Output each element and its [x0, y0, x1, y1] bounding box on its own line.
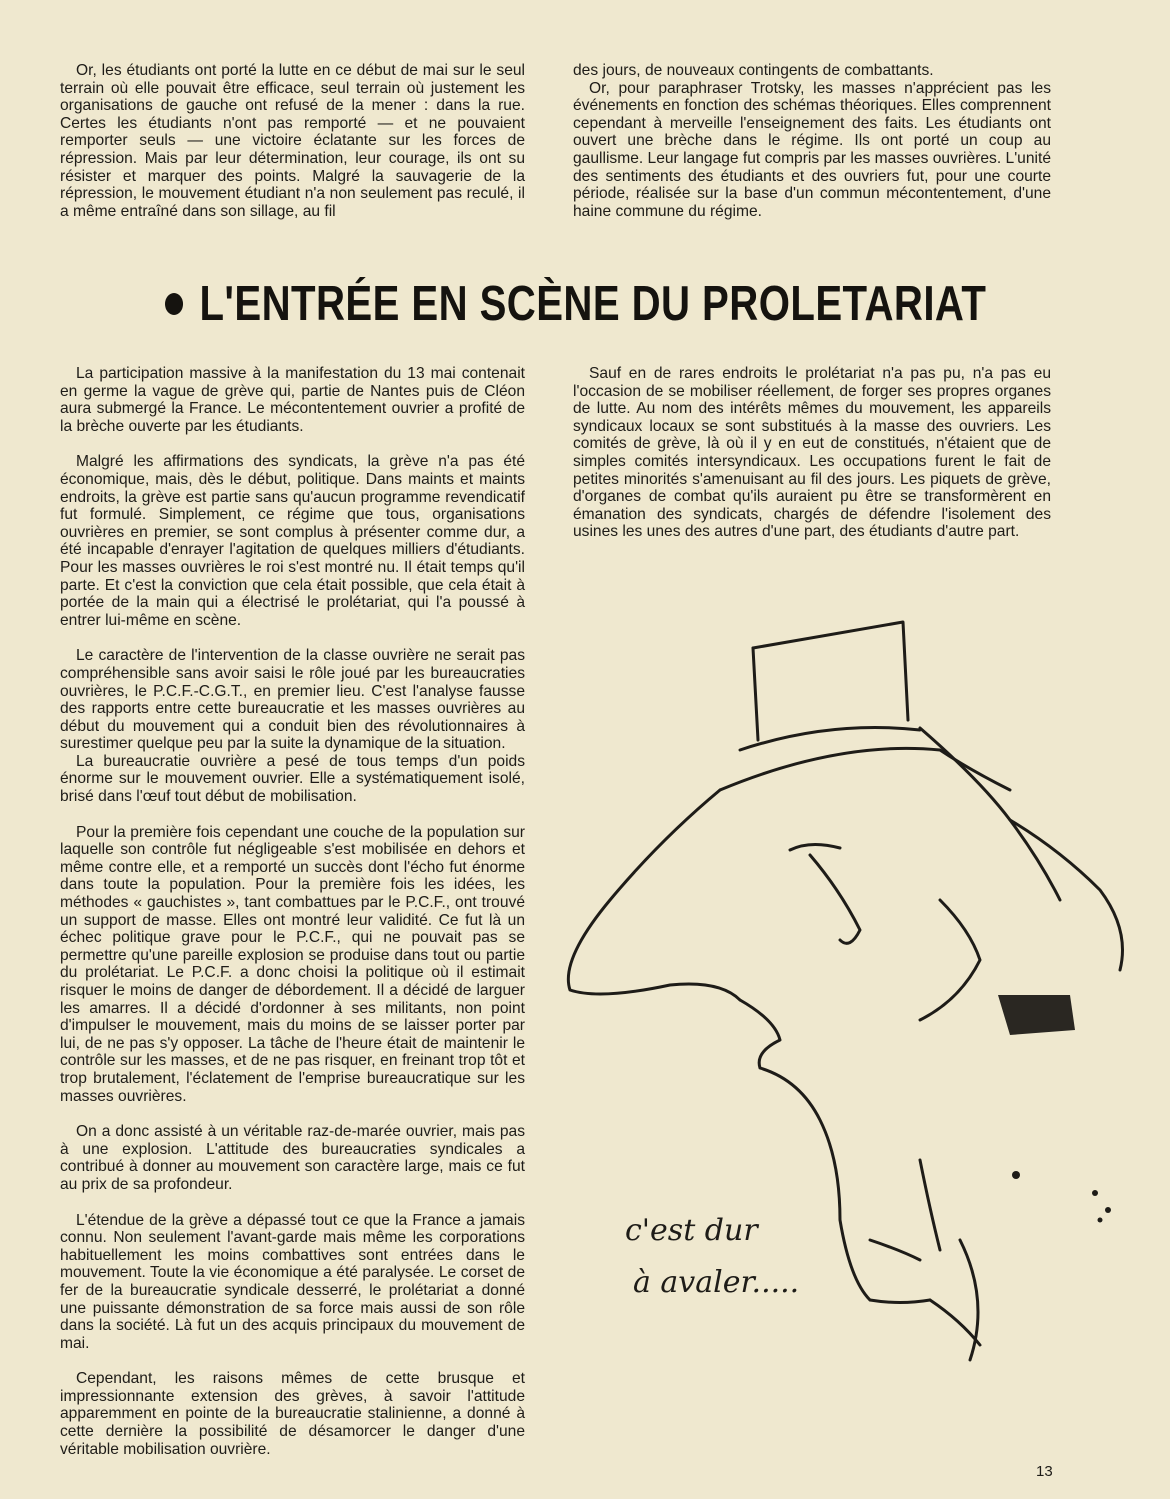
top-left-column — [60, 62, 525, 220]
paragraph: des jours, de nouveaux contingents de combattants. — [573, 62, 934, 79]
page-number: 13 — [1036, 1463, 1053, 1480]
bottom-left-column — [60, 365, 525, 1458]
paragraph: Cependant, les raisons mêmes de cette brusque et impressionnante extension des grèves, à savoir l'attitude apparemment en pointe de la bureaucratie stalinienne, a donné à cette dernière la possibilité de désamorcer le danger d'une véritable mobilisation ouvrière. — [60, 1370, 525, 1458]
shadow-shape — [998, 995, 1075, 1035]
paragraph: Sauf en de rares endroits le prolétariat n'a pas pu, n'a pas eu l'occasion de se mobiliser réellement, de forger ses propres organes de lutte. Au nom des intérêts mêmes du mouvement, les appareils syndicaux locaux se sont substitués à la masse des ouvriers. Les comités de grève, là où il y en eut de constitués, n'étaient que de simples comités intersyndicaux. Les occupations furent le fait de petites minorités s'amenuisant au fil des jours. Les piquets de grève, d'organes de combat qu'ils auraient pu être se transformèrent en émanation des syndicats, chargés de défendre l'isolement des usines les unes des autres d'une part, des étudiants d'autre part. — [573, 365, 1051, 541]
paragraph: Or, pour paraphraser Trotsky, les masses n'apprécient pas les événements en fonction des schémas théoriques. Elles comprennent cependant à merveille l'enseignement des faits. Les étudiants ont ouvert une brèche dans le régime. Ils ont porté un coup au gaullisme. Leur langage fut compris par les masses ouvrières. L'unité des sentiments des étudiants et des ouvriers fut, pour une courte période, réalisée sur la base d'un commun mécontentement, d'une haine commune du régime. — [573, 79, 1051, 220]
paragraph: Or, les étudiants ont porté la lutte en ce début de mai sur le seul terrain où elle pouvait être efficace, seul terrain où justement les organisations de gauche ont refusé de la mener : dans la rue. Certes les étudiants n'ont pas remporté — et ne pouvaient remporter seuls — une victoire éclatante sur les forces de répression. Mais par leur détermination, leur courage, ils ont su résister et marquer des points. Malgré la sauvagerie de la répression, le mouvement étudiant n'a non seulement pas reculé, il a même entraîné dans son sillage, au fil — [60, 62, 525, 220]
section-heading — [165, 276, 987, 332]
section-heading-text: L'ENTRÉE EN SCÈNE DU PROLETARIAT — [199, 277, 987, 331]
cartoon-caption: à avaler..... — [633, 1265, 800, 1300]
paragraph: Pour la première fois cependant une couche de la population sur laquelle son contrôle fut négligeable s'est mobilisée en dehors et même contre elle, et a remporté un succès dont l'écho fut énorme dans toute la population. Pour la première fois les idées, les méthodes « gauchistes », tant combattues par le P.C.F., ont trouvé un support de masse. Elles ont montré leur validité. Ce fut là un échec politique grave pour le P.C.F., qui ne pouvait pas se permettre qu'une pareille explosion se produise dans tout ou partie du prolétariat. Le P.C.F. a donc choisi la politique où il estimait risquer le moins de danger de débordement. Il a décidé de larguer les amarres. Il a décidé d'ordonner à ses militants, non point d'impulser le mouvement, mais du moins de se laisser porter par lui, de ne pas s'y opposer. La tâche de l'heure était de maintenir le contrôle sur les masses, et de ne pas risquer, en freinant trop tôt et trop brutalement, l'éclatement de l'emprise bureaucratique sur les masses ouvrières. — [60, 823, 525, 1105]
paragraph: On a donc assisté à un véritable raz-de-marée ouvrier, mais pas à une explosion. L'attitude des bureaucraties syndicales a contribué à donner au mouvement son caractère large, mais ce fut au prix de sa profondeur. — [60, 1123, 525, 1193]
paragraph: Le caractère de l'intervention de la classe ouvrière ne serait pas compréhensible sans avoir saisi le rôle joué par les bureaucraties ouvrières, le P.C.F.-C.G.T., en premier lieu. C'est l'analyse fausse des rapports entre cette bureaucratie et les masses ouvrières au début du mouvement qui a conduit bien des révolutionnaires à surestimer quelque peu par la suite la dynamique de la situation. — [60, 647, 525, 753]
paragraph: Malgré les affirmations des syndicats, la grève n'a pas été économique, mais, dès le début, politique. Dans maints et maints endroits, la grève est partie sans qu'aucun programme revendicatif fut formulé. Simplement, ce régime que tous, organisations ouvrières en premier, se sont complus à présenter comme dur, a été incapable d'enrayer l'agitation de quelques milliers d'étudiants. Pour les masses ouvrières le roi s'est montré nu. Il était temps qu'il parte. Et c'est la conviction que cela était possible, que cela était à portée de la main qui a électrisé le prolétariat, qui l'a poussé à entrer lui-même en scène. — [60, 453, 525, 629]
cartoon-caption: c'est dur — [625, 1213, 758, 1248]
top-right-column — [573, 62, 1051, 220]
paragraph: La bureaucratie ouvrière a pesé de tous temps d'un poids énorme sur le mouvement ouvrier. Elle a systématiquement isolé, brisé dans l'œuf tout début de mobilisation. — [60, 752, 525, 806]
paragraph: L'étendue de la grève a dépassé tout ce que la France a jamais connu. Non seulement l'avant-garde mais même les corporations habituellement les moins combattives sont entrées dans le mouvement. Toute la vie économique a été paralysée. Le corset de fer de la bureaucratie syndicale desserré, le prolétariat a donné une puissante démonstration de sa force mais aussi de son rôle dans la société. Là fut un des acquis principaux du mouvement de mai. — [60, 1211, 525, 1352]
bottom-right-column — [573, 365, 1051, 541]
bullet-icon — [165, 293, 183, 315]
paragraph: La participation massive à la manifestation du 13 mai contenait en germe la vague de grève qui, partie de Nantes puis de Cléon aura submergé la France. Le mécontentement ouvrier a profité de la brèche ouverte par les étudiants. — [60, 365, 525, 435]
